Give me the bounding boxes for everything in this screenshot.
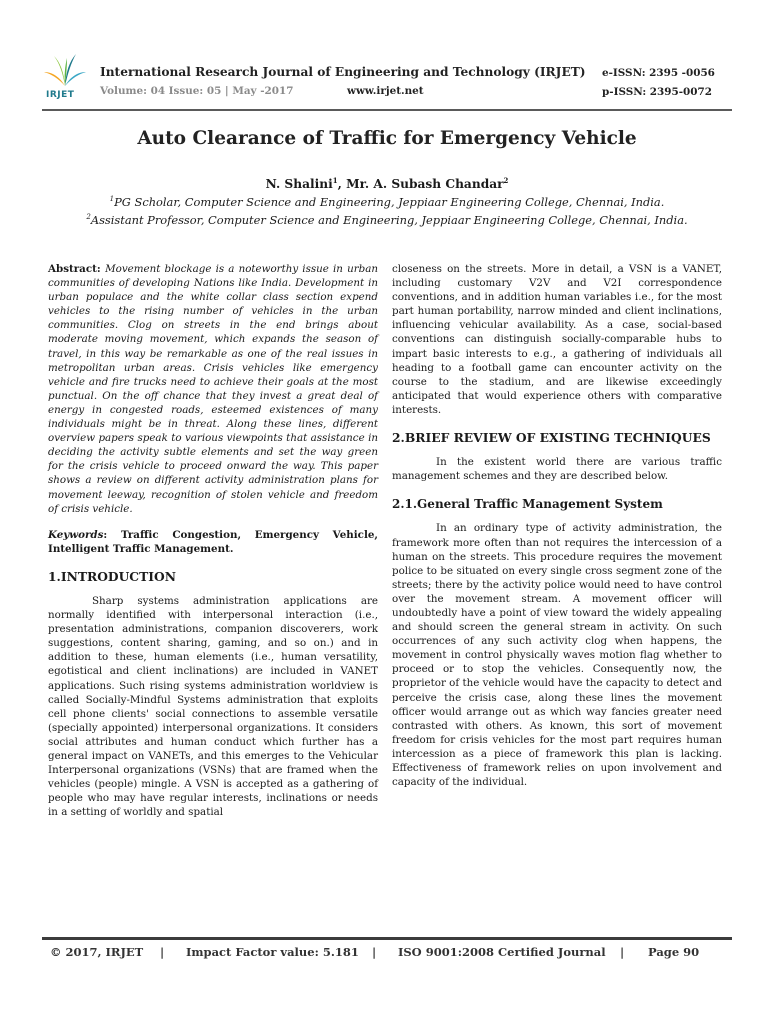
irjet-logo [42,52,88,106]
p-issn: p-ISSN: 2395-0072 [602,86,712,98]
leaf-logo-icon [42,52,88,92]
footer-separator-1: | [160,945,165,959]
author-1-sup: 1 [332,175,338,185]
affiliation-2-sup: 2 [86,213,91,222]
footer-separator-2: | [372,945,377,959]
left-column [48,262,378,819]
journal-header [42,52,732,108]
volume-issue: Volume: 04 Issue: 05 | May -2017 [100,85,294,97]
affiliation-1 [42,195,732,209]
abstract-label: Abstract [48,263,97,275]
footer-page-number: Page 90 [648,945,700,959]
author-separator: , [337,177,347,191]
right-column [392,262,722,789]
paper-title: Auto Clearance of Traffic for Emergency Vehicle [137,128,637,149]
footer-impact-factor: Impact Factor value: 5.181 [186,945,359,959]
header-divider [42,109,732,111]
page-footer [42,945,732,965]
footer-iso: ISO 9001:2008 Certified Journal [398,945,606,959]
journal-name: International Research Journal of Engineering and Technology (IRJET) [100,65,586,79]
footer-copyright: © 2017, IRJET [50,945,144,959]
footer-divider [42,937,732,940]
logo-text: IRJET [46,90,75,100]
general-traffic-text: In an ordinary type of activity administration, the framework more often than not requires the intercession of a human on the streets. This procedure requires the movement police to be situated on every single cross segment zone of the streets; there by the activity police would need to have control over the movement stream. A movement officer will undoubtedly have a point of view toward the widely appealing and should screen the general stream in activity. On such occurrences of any such activity clog when happens, the movement in control physically waves motion flag whether to proceed or to stop the vehicles. Consequently now, the proprietor of the vehicle would have the capacity to detect and perceive the crisis case, along these lines the movement officer would arrange out as which way fancies greater need contrasted with others. As known, this sort of movement freedom for crisis vehicles for the most part requires human intercession as a piece of framework this plan is lacking. Effectiveness of framework relies on upon involvement and capacity of the individual. [392,522,722,789]
affiliation-1-sup: 1 [109,195,115,204]
abstract-text: Movement blockage is a noteworthy issue in urban communities of developing Nations like India. Development in urban populace and the white collar class section expend vehicles to the rising number of vehicles in the urban communities. Clog on streets in the end brings about moderate moving movement, which expands the season of travel, in this way be remarkable as one of the real issues in metropolitan urban areas. Crisis vehicles like emergency vehicle and fire trucks need to achieve their goals at the most punctual. On the off chance that they invest a great deal of energy in congested roads, esteemed existences of many individuals might be in threat. Along these lines, different overview papers speak to various viewpoints that assistance in deciding the activity subtle elements and set the way green for the crisis vehicle to proceed onward the way. This paper shows a review on different activity administration plans for movement leeway, recognition of stolen vehicle and freedom of crisis vehicle. [48,263,378,515]
affiliation-2 [42,213,732,227]
keywords-text: Traffic Congestion, Emergency Vehicle, Intelligent Traffic Management. [48,528,378,555]
abstract [48,262,378,516]
general-traffic-heading: 2.1.General Traffic Management System [392,497,663,512]
author-2-sup: 2 [503,175,509,185]
keywords [48,528,378,556]
review-text: In the existent world there are various traffic management schemes and they are described below. [392,456,722,483]
affiliation-2-text: Assistant Professor, Computer Science and Engineering, Jeppiaar Engineering College, Chennai, India. [90,213,688,227]
introduction-heading: 1.INTRODUCTION [48,568,176,584]
author-2: Mr. A. Subash Chandar [346,177,504,191]
introduction-continued: closeness on the streets. More in detail, a VSN is a VANET, including customary V2V and V2I correspondence conventions, and in addition human variables i.e., for the most part human portability, narrow minded and client inclinations, influencing vehicular availability. As a case, social-based conventions can distinguish socially-comparable hubs to impart basic interests to e.g., a gathering of individuals all heading to a football game can encounter activity on the course to the stadium, and are likewise exceedingly anticipated that would experience others with comparative interests. [392,263,722,416]
introduction-text: Sharp systems administration applications are normally identified with interpersonal interaction (i.e., presentation administrations, companion discoverers, work suggestions, content sharing, gaming, and so on.) and in addition to these, human elements (i.e., human versatility, egotistical and client inclinations) are included in VANET applications. Such rising systems administration worldview is called Socially-Mindful Systems administration that exploits cell phone clients' social connections to assemble versatile (specially appointed) interpersonal organizations. It considers social attributes and human conduct which further has a general impact on VANETs, and this emerges to the Vehicular Interpersonal organizations (VSNs) that are framed when the vehicles (people) mingle. A VSN is accepted as a gathering of people who may have regular interests, inclinations or needs in a setting of worldly and spatial [48,594,378,819]
e-issn: e-ISSN: 2395 -0056 [602,67,715,79]
authors [42,177,732,191]
journal-website-link[interactable]: www.irjet.net [347,85,424,97]
abstract-colon: : [96,263,106,275]
author-1: N. Shalini [265,177,333,191]
keywords-colon: : [103,528,121,541]
footer-separator-3: | [620,945,625,959]
review-heading: 2.BRIEF REVIEW OF EXISTING TECHNIQUES [392,430,711,446]
affiliation-1-text: PG Scholar, Computer Science and Engineering, Jeppiaar Engineering College, Chennai, India. [114,195,665,209]
keywords-label: Keywords [48,528,104,541]
